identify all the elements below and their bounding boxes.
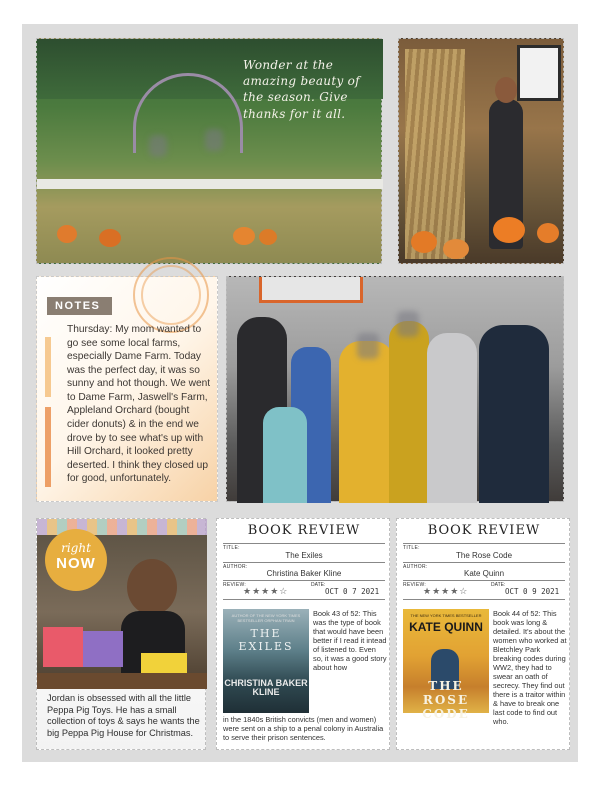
- cover-title: THE EXILES: [238, 627, 294, 653]
- blurred-face: [397, 311, 419, 337]
- blurred-face: [357, 333, 379, 359]
- person: [389, 321, 429, 503]
- star-rating: ★★★★☆: [243, 586, 289, 596]
- person: [479, 325, 549, 503]
- cornstalk-photo: [398, 38, 564, 264]
- divider: [403, 562, 565, 563]
- divider: [223, 599, 385, 600]
- review-text: Book 44 of 52: This book was long & detailed. It's about the women who worked at Bletchley Park breaking codes during WW2, they had to swear an oath of secrecy. They find out there is a traitor within & have to break one last code to find out who.: [493, 609, 567, 727]
- right-now-line2: NOW: [56, 555, 96, 572]
- pumpkin: [259, 229, 277, 245]
- divider: [223, 562, 385, 563]
- pumpkin: [443, 239, 469, 259]
- person-head: [495, 77, 517, 103]
- divider: [403, 580, 565, 581]
- cover-top-line: AUTHOR OF THE NEW YORK TIMES BESTSELLER ORPHAN TRAIN: [231, 613, 301, 623]
- book-title: The Rose Code: [455, 551, 513, 560]
- group-photo: [226, 276, 564, 502]
- review-heading: BOOK REVIEW: [427, 523, 541, 538]
- right-now-line1: right: [61, 541, 91, 555]
- peppa-house-toy: [43, 627, 83, 667]
- photo-quote: Wonder at the amazing beauty of the season. Give thanks for it all.: [243, 58, 360, 121]
- person: [339, 341, 395, 503]
- book-review-card: [216, 518, 390, 750]
- orange-frame: [259, 277, 363, 303]
- review-label: REVIEW:: [403, 582, 427, 588]
- review-date: OCT 0 7 2021: [325, 587, 380, 596]
- notes-card: [36, 276, 218, 502]
- fence: [37, 179, 383, 189]
- title-label: TITLE:: [223, 545, 240, 551]
- accent-stripe: [45, 407, 51, 487]
- blurred-face: [149, 135, 167, 157]
- review-heading: BOOK REVIEW: [247, 523, 361, 538]
- window: [517, 45, 561, 101]
- cover-author: CHRISTINA BAKER KLINE: [224, 678, 308, 698]
- right-now-caption: Jordan is obsessed with all the little Peppa Pig Toys. He has a small collection of toys & says he wants the big Peppa Pig House for Christmas.: [47, 693, 200, 738]
- book-author: Christina Baker Kline: [266, 569, 342, 578]
- cover-top-line: THE NEW YORK TIMES BESTSELLER: [410, 613, 482, 618]
- right-now-badge: [45, 529, 107, 591]
- table: [37, 673, 207, 689]
- pumpkin: [99, 229, 121, 247]
- book-cover: [403, 609, 489, 721]
- cover-author: KATE QUINN: [409, 620, 483, 634]
- notes-tag: NOTES: [47, 297, 112, 315]
- accent-stripe: [45, 337, 51, 397]
- book-review-card: [396, 518, 570, 750]
- divider: [403, 543, 565, 544]
- author-label: AUTHOR:: [403, 564, 428, 570]
- peppa-house-toy: [83, 631, 123, 667]
- person: [263, 407, 307, 503]
- pumpkin: [57, 225, 77, 243]
- pumpkin: [411, 231, 437, 253]
- review-label: REVIEW:: [223, 582, 247, 588]
- right-now-card: [36, 518, 206, 750]
- date-label: DATE:: [311, 582, 326, 588]
- star-rating: ★★★★☆: [423, 586, 469, 596]
- author-label: AUTHOR:: [223, 564, 248, 570]
- date-label: DATE:: [491, 582, 506, 588]
- book-title: The Exiles: [285, 551, 323, 560]
- divider: [223, 580, 385, 581]
- notes-text: Thursday: My mom wanted to go see some local farms, especially Dame Farm. Today was the perfect day, it was so sunny and hot though. We went to Dame Farm, Jaswell's Farm, Appleland Orchard (bought cider donuts) & in the end we drove by to see what's up with Hill Orchard, it looked pretty deserted. I think they closed up for good, unfortunately.: [67, 324, 211, 485]
- divider: [403, 599, 565, 600]
- person: [427, 333, 477, 503]
- pumpkin: [537, 223, 559, 243]
- book-cover: [223, 609, 309, 713]
- pumpkin: [233, 227, 255, 245]
- pumpkin: [493, 217, 525, 243]
- boy-head: [127, 559, 177, 615]
- cover-title: THE ROSE CODE: [422, 679, 470, 721]
- divider: [223, 543, 385, 544]
- review-text-continued: in the 1840s British convicts (men and women) were sent on a ship to a penal colony in Australia to serve their prison sentences.: [223, 715, 384, 743]
- review-date: OCT 0 9 2021: [505, 587, 560, 596]
- book-author: Kate Quinn: [463, 569, 505, 578]
- title-label: TITLE:: [403, 545, 420, 551]
- scrapbook-page: [22, 24, 578, 762]
- blurred-face: [205, 129, 223, 151]
- decorative-circle: [141, 265, 201, 325]
- cornstalks: [405, 49, 465, 259]
- pumpkin-patch-photo: [36, 38, 382, 264]
- review-text: Book 43 of 52: This was the type of book that would have been better if I read it intead of listened to. Even so, it was a good story about how: [313, 609, 387, 673]
